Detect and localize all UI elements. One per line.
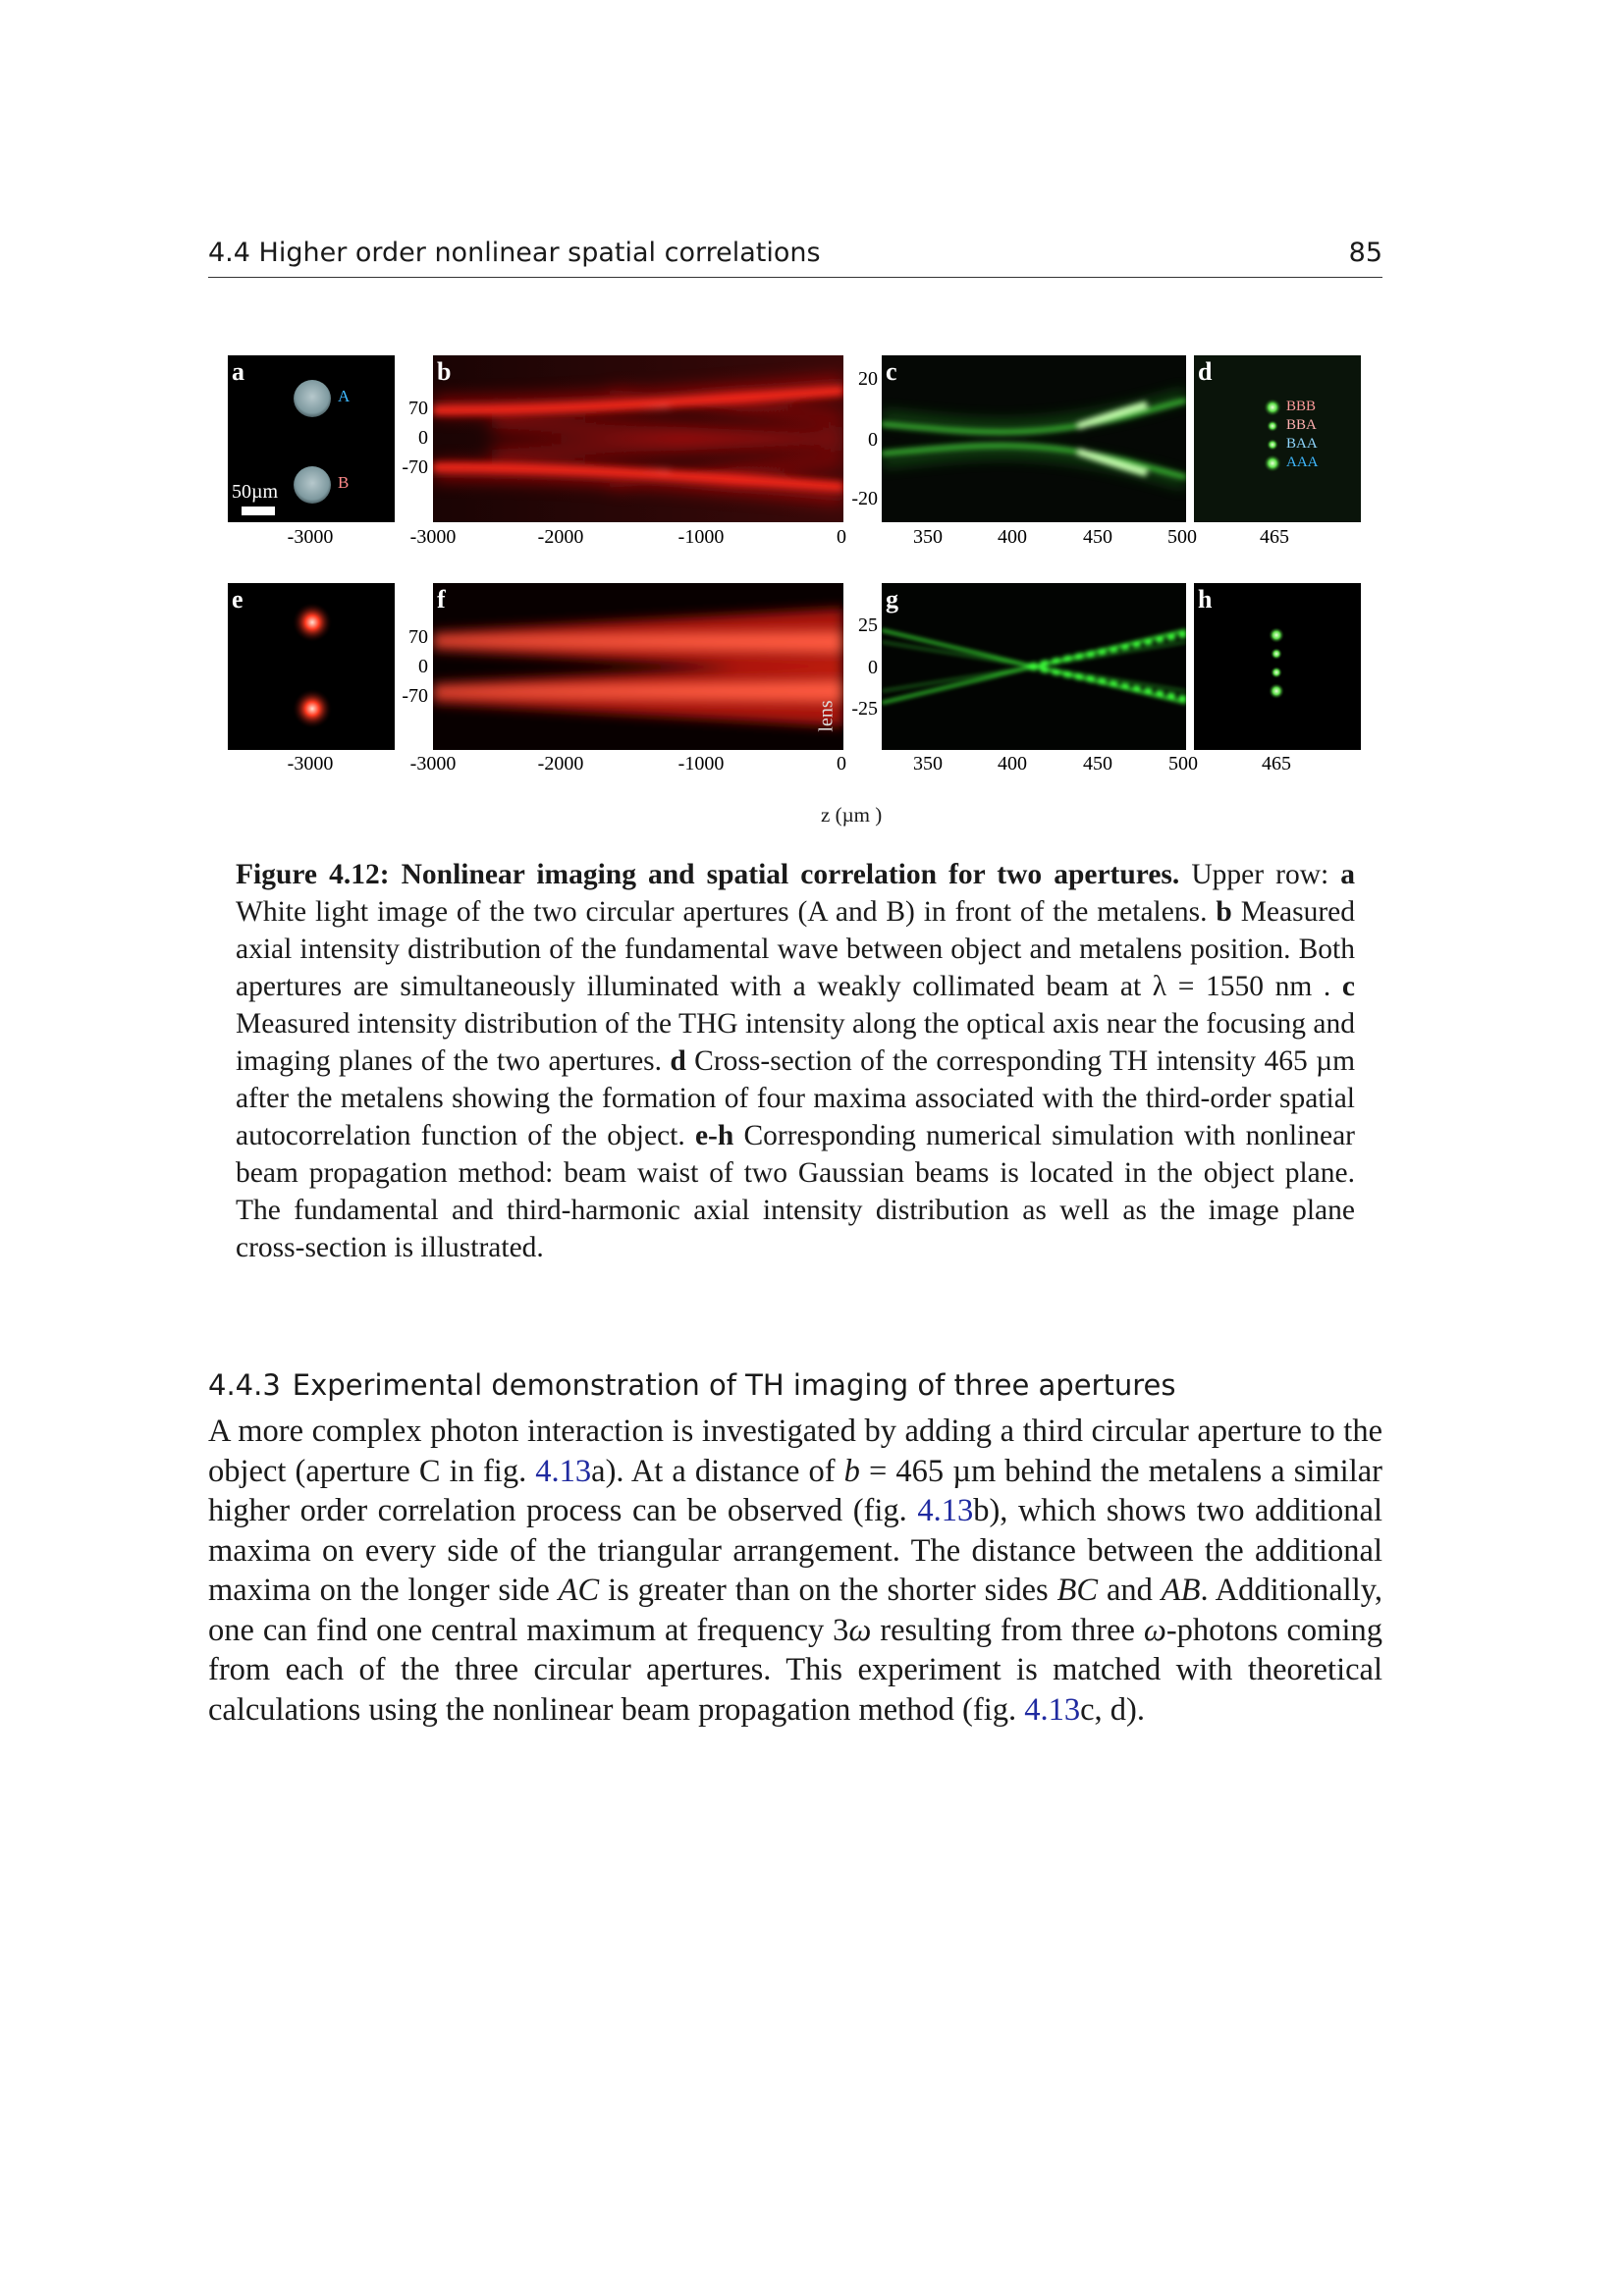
var-ab: AB: [1161, 1573, 1201, 1608]
tick-a-x: -3000: [287, 526, 334, 548]
tick-c-y-neg20: -20: [851, 488, 878, 509]
label-bba: BBA: [1286, 417, 1317, 433]
panel-g: [882, 583, 1186, 750]
panel-label: c: [886, 357, 897, 386]
body-text-8: resulting from three: [871, 1612, 1144, 1648]
section-title: 4.4 Higher order nonlinear spatial correlations: [208, 238, 821, 268]
tick-b-x-3000: -3000: [409, 526, 457, 548]
caption-text-d: Cross-section of the corresponding TH intensity 465 µm after the metalens showing the formation of four maxima associated with the third-order spatial autocorrelation function of the object.: [236, 1045, 1356, 1151]
page-number: 85: [1348, 238, 1382, 268]
panel-label: g: [886, 585, 898, 614]
tick-g-x-350: 350: [913, 753, 943, 774]
caption-key-c: c: [1341, 971, 1355, 1002]
figure-ref-link[interactable]: 4.13: [535, 1453, 592, 1489]
tick-b-x-0: 0: [837, 526, 846, 548]
body-text-2: a). At a distance of: [591, 1453, 844, 1489]
tick-c-x-350: 350: [913, 526, 943, 548]
tick-b-x-2000: -2000: [537, 526, 584, 548]
tick-f-y-neg70: -70: [402, 685, 428, 707]
tick-f-x-0: 0: [837, 753, 846, 774]
panel-label: e: [232, 585, 244, 614]
tick-f-y-0: 0: [418, 656, 428, 677]
scale-bar-label: 50µm: [232, 481, 279, 503]
panel-f: [433, 583, 843, 750]
var-ac: AC: [558, 1573, 600, 1608]
tick-b-x-1000: -1000: [677, 526, 725, 548]
body-text-5: is greater than on the shorter sides: [599, 1573, 1057, 1608]
marker-b: B: [338, 473, 350, 492]
tick-f-x-3000: -3000: [409, 753, 457, 774]
caption-text-c: Measured intensity distribution of the THG intensity along the optical axis near the focusing and imaging planes of the two apertures.: [236, 1008, 1355, 1077]
label-bbb: BBB: [1286, 399, 1317, 414]
subsection-heading: [208, 1368, 1175, 1402]
tick-f-x-2000: -2000: [537, 753, 584, 774]
z-axis-label: z (µm ): [821, 803, 883, 827]
panel-b: [433, 355, 843, 522]
tick-d-x: 465: [1260, 526, 1289, 548]
caption-text-a: White light image of the two circular apertures (A and B) in front of the metalens.: [236, 896, 1208, 928]
panel-label: h: [1198, 585, 1213, 614]
panel-c: [882, 355, 1186, 522]
tick-b-y-neg70: -70: [402, 456, 428, 478]
tick-f-y-70: 70: [408, 626, 428, 648]
panel-label: d: [1198, 357, 1213, 386]
body-text-3: = 465 µm behind the metalens a similar higher order correlation process can be observed (fig.: [208, 1453, 1382, 1528]
var-b: b: [843, 1453, 860, 1489]
body-text-7: . Additionally, one can find one central maximum at frequency 3: [208, 1573, 1382, 1648]
figure-ref-link[interactable]: 4.13: [917, 1493, 974, 1528]
tick-g-y-neg25: -25: [851, 698, 878, 720]
tick-h-x: 465: [1262, 753, 1291, 774]
panel-d: [1194, 355, 1361, 522]
var-omega: ω: [848, 1612, 872, 1648]
caption-upper-row: Upper row:: [1191, 859, 1329, 890]
subsection-title: Experimental demonstration of TH imaging of three apertures: [292, 1368, 1176, 1402]
body-text-10: c, d).: [1080, 1691, 1145, 1728]
tick-c-y-20: 20: [858, 368, 878, 390]
label-aaa: AAA: [1286, 454, 1319, 470]
body-text-9: -photons coming from each of the three circular apertures. This experiment is matched with theoretical calculations using the nonlinear beam propagation method (fig.: [208, 1612, 1382, 1728]
caption-key-d: d: [670, 1045, 686, 1077]
caption-title: Nonlinear imaging and spatial correlation for two apertures.: [401, 859, 1180, 890]
tick-g-x-500: 500: [1168, 753, 1198, 774]
figure-4-12: [0, 0, 1624, 844]
caption-key-a: a: [1340, 859, 1356, 890]
body-text-1: A more complex photon interaction is investigated by adding a third circular aperture to the object (aperture C in fig.: [208, 1414, 1382, 1489]
figure-ref-link[interactable]: 4.13: [1024, 1691, 1081, 1728]
tick-e-x: -3000: [287, 753, 334, 774]
tick-c-x-450: 450: [1083, 526, 1112, 548]
caption-text-eh: Corresponding numerical simulation with nonlinear beam propagation method: beam waist of two Gaussian beams is located in the object plane. The fundamental and third-harmonic axial intensity distribution as well as the image plane cross-section is illustrated.: [236, 1120, 1355, 1263]
panel-label: a: [232, 357, 244, 386]
caption-text-b: Measured axial intensity distribution of the fundamental wave between object and metalens position. Both apertures are simultaneously illuminated with a weakly collimated beam at λ = 1550 nm .: [236, 896, 1356, 1002]
marker-a: A: [338, 387, 351, 405]
label-baa: BAA: [1286, 436, 1318, 452]
lens-label: lens: [815, 700, 838, 732]
caption-label: Figure 4.12:: [236, 859, 390, 890]
tick-g-x-450: 450: [1083, 753, 1112, 774]
body-text-4: b), which shows two additional maxima on every side of the triangular arrangement. The distance between the additional maxima on the longer side: [208, 1493, 1382, 1608]
tick-g-y-0: 0: [868, 657, 878, 678]
tick-g-x-400: 400: [998, 753, 1027, 774]
var-omega: ω: [1143, 1612, 1166, 1648]
figure-caption: [236, 856, 1355, 1266]
tick-g-y-25: 25: [858, 614, 878, 636]
body-text-6: and: [1098, 1573, 1162, 1608]
panel-label: b: [437, 357, 452, 386]
var-bc: BC: [1056, 1573, 1099, 1608]
panel-label: f: [437, 585, 446, 614]
tick-b-y-0: 0: [418, 427, 428, 449]
subsection-number: 4.4.3: [208, 1368, 281, 1402]
panel-h: [1194, 583, 1361, 750]
caption-key-b: b: [1216, 896, 1232, 928]
body-paragraph: [208, 1412, 1382, 1730]
caption-key-eh: e-h: [694, 1120, 734, 1151]
tick-c-x-400: 400: [998, 526, 1027, 548]
tick-c-y-0: 0: [868, 429, 878, 451]
tick-c-x-500: 500: [1167, 526, 1197, 548]
tick-b-y-70: 70: [408, 398, 428, 419]
tick-f-x-1000: -1000: [677, 753, 725, 774]
